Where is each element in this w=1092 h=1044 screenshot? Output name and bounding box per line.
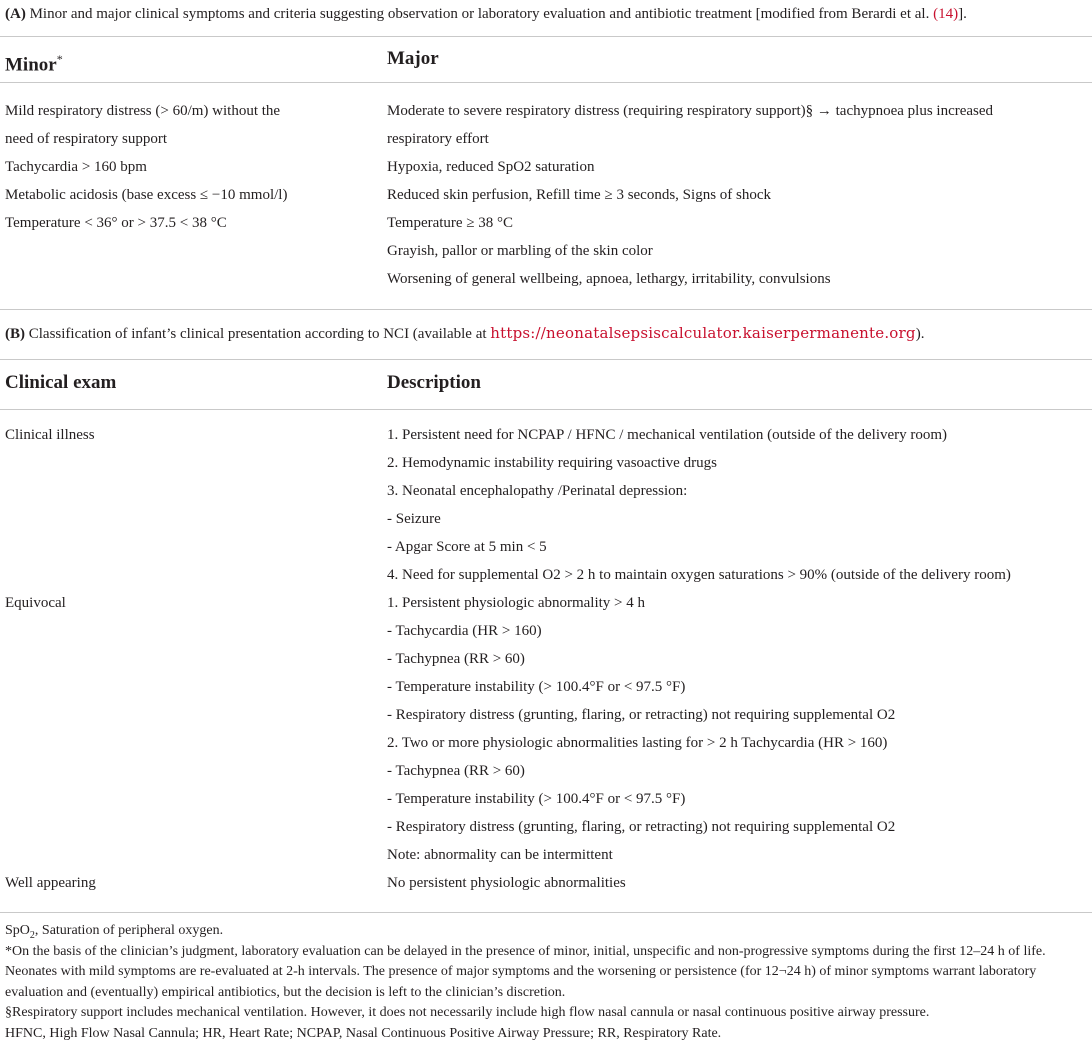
major-row: Grayish, pallor or marbling of the skin color: [387, 243, 653, 259]
minor-row: Metabolic acidosis (base excess ≤ −10 mmol/l): [5, 187, 288, 203]
footnote-spo2-b: , Saturation of peripheral oxygen.: [34, 923, 224, 938]
footnote-spo2-sub: 2: [29, 929, 35, 941]
divider: [0, 309, 1092, 310]
clinical-exam-spacer: [5, 645, 375, 673]
table-b-caption-text: Classification of infant’s clinical presentation according to NCI (available at: [25, 326, 491, 342]
table-b-caption-label: (B): [5, 326, 25, 342]
description-line: - Temperature instability (> 100.4°F or < 97.5 °F): [387, 679, 686, 695]
description-column: [387, 421, 1011, 897]
clinical-exam-spacer: [5, 561, 375, 589]
table-a-caption-text: Minor and major clinical symptoms and criteria suggesting observation or laboratory evaluation and antibiotic treatment [modified from Berardi et al.: [25, 6, 934, 22]
table-a-caption-label: (A): [5, 6, 26, 22]
description-line: - Temperature instability (> 100.4°F or < 97.5 °F): [387, 791, 686, 807]
description-line: - Respiratory distress (grunting, flaring, or retracting) not requiring supplemental O2: [387, 707, 896, 723]
divider: [0, 82, 1092, 83]
description-line: - Respiratory distress (grunting, flaring, or retracting) not requiring supplemental O2: [387, 819, 896, 835]
minor-row: need of respiratory support: [5, 131, 168, 147]
divider: [0, 359, 1092, 360]
table-a-caption-end: ].: [958, 6, 967, 22]
major-row: Worsening of general wellbeing, apnoea, lethargy, irritability, convulsions: [387, 271, 831, 287]
clinical-exam-spacer: [5, 673, 375, 701]
divider: [0, 36, 1092, 37]
description-line: - Apgar Score at 5 min < 5: [387, 539, 547, 555]
clinical-exam-spacer: [5, 617, 375, 645]
clinical-exam-spacer: [5, 533, 375, 561]
description-line: 2. Two or more physiologic abnormalities lasting for > 2 h Tachycardia (HR > 160): [387, 735, 888, 751]
description-line: - Tachycardia (HR > 160): [387, 623, 542, 639]
description-line: 2. Hemodynamic instability requiring vasoactive drugs: [387, 455, 717, 471]
footnote-star-line-1: *On the basis of the clinician’s judgment, laboratory evaluation can be delayed in the presence of minor, initial, unspecific and non-progressive symptoms during the first 12–24 h of life.: [5, 943, 1046, 959]
clinical-exam-label: Well appearing: [5, 875, 96, 891]
clinical-exam-spacer: [5, 505, 375, 533]
header-minor-mark: *: [56, 52, 63, 66]
clinical-exam-label: Clinical illness: [5, 427, 95, 443]
minor-row: Tachycardia > 160 bpm: [5, 159, 147, 175]
footnote-star-line-2: Neonates with mild symptoms are re-evaluated at 2-h intervals. The presence of major symptoms and the worsening or persistence (for 12¬24 h) of minor symptoms warrant laboratory: [5, 964, 1037, 979]
description-line: - Tachypnea (RR > 60): [387, 763, 525, 779]
description-line: 1. Persistent physiologic abnormality > 4 h: [387, 595, 646, 611]
divider: [0, 912, 1092, 913]
major-row: respiratory effort: [387, 131, 489, 147]
description-line: 3. Neonatal encephalopathy /Perinatal depression:: [387, 483, 688, 499]
description-line: - Tachypnea (RR > 60): [387, 651, 525, 667]
major-row: Temperature ≥ 38 °C: [387, 215, 514, 231]
clinical-exam-spacer: [5, 785, 375, 813]
clinical-exam-spacer: [5, 729, 375, 757]
clinical-exam-column: [5, 421, 375, 897]
clinical-exam-label: Equivocal: [5, 595, 66, 611]
header-description: Description: [387, 372, 481, 393]
major-row: Hypoxia, reduced SpO2 saturation: [387, 159, 595, 175]
header-major: Major: [387, 48, 439, 69]
description-line: 1. Persistent need for NCPAP / HFNC / mechanical ventilation (outside of the delivery room): [387, 427, 948, 443]
clinical-exam-spacer: [5, 477, 375, 505]
clinical-exam-spacer: [5, 701, 375, 729]
footnote-star-line-3: evaluation and (eventually) empirical antibiotics, but the decision is left to the clinician’s discretion.: [5, 984, 566, 1000]
description-line: Note: abnormality can be intermittent: [387, 847, 613, 863]
description-line: 4. Need for supplemental O2 > 2 h to maintain oxygen saturations > 90% (outside of the delivery room): [387, 567, 1011, 583]
footnote-abbreviations: HFNC, High Flow Nasal Cannula; HR, Heart Rate; NCPAP, Nasal Continuous Positive Airway Pressure; RR, Respiratory Rate.: [5, 1025, 722, 1041]
table-b-caption-end: ).: [915, 326, 925, 342]
divider: [0, 409, 1092, 410]
major-column: [387, 97, 993, 293]
footnote-section: §Respiratory support includes mechanical ventilation. However, it does not necessarily include high flow nasal cannula or nasal continuous positive airway pressure.: [5, 1005, 930, 1020]
reference-link[interactable]: (14): [933, 6, 959, 22]
clinical-exam-spacer: [5, 813, 375, 841]
minor-row: Mild respiratory distress (> 60/m) without the: [5, 103, 281, 119]
calculator-url-link[interactable]: https://neonatalsepsiscalculator.kaiserpermanente.org: [490, 324, 916, 342]
description-line: No persistent physiologic abnormalities: [387, 875, 626, 891]
footnote-spo2-a: SpO: [5, 923, 30, 938]
minor-column: [5, 97, 287, 237]
header-minor: [5, 47, 63, 77]
table-a-caption: [5, 4, 967, 24]
clinical-exam-spacer: [5, 449, 375, 477]
header-clinical-exam: Clinical exam: [5, 372, 117, 393]
major-row: Moderate to severe respiratory distress (requiring respiratory support)§ → tachypnoea plus increased: [387, 103, 994, 119]
major-row: Reduced skin perfusion, Refill time ≥ 3 seconds, Signs of shock: [387, 187, 772, 203]
minor-row: Temperature < 36° or > 37.5 < 38 °C: [5, 215, 227, 231]
table-b-caption: [5, 323, 924, 344]
clinical-exam-spacer: [5, 841, 375, 869]
clinical-exam-spacer: [5, 757, 375, 785]
header-minor-label: Minor: [5, 54, 57, 76]
description-line: - Seizure: [387, 511, 441, 527]
